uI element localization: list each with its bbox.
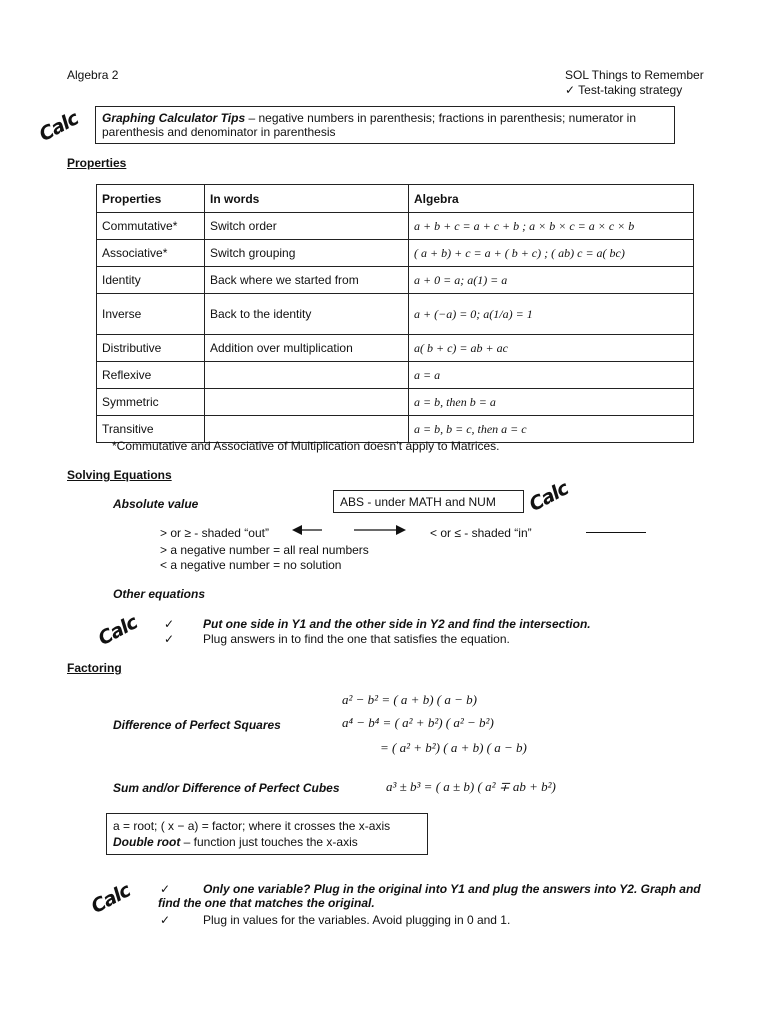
table-header-row (97, 185, 694, 213)
property-algebra: a = a (409, 362, 694, 389)
property-algebra: a = b, then b = a (409, 389, 694, 416)
segment-line (586, 532, 646, 533)
properties-table (96, 184, 694, 443)
property-algebra: a( b + c) = ab + ac (409, 335, 694, 362)
table-row (97, 362, 694, 389)
less-than-negative: < a negative number = no solution (160, 558, 342, 572)
dps-formula-3: = ( a² + b²) ( a + b) ( a − b) (380, 740, 527, 755)
calculator-tips-title: Graphing Calculator Tips (102, 111, 246, 125)
check-icon: ✓ (160, 913, 171, 927)
final-step-2: Plug in values for the variables. Avoid plugging in 0 and 1. (203, 913, 511, 927)
other-equations-title: Other equations (113, 587, 206, 601)
property-algebra: a = b, b = c, then a = c (409, 416, 694, 443)
absolute-value-title: Absolute value (113, 497, 199, 511)
property-name: Distributive (97, 335, 205, 362)
check-icon: ✓ (164, 617, 175, 631)
property-words: Addition over multiplication (205, 335, 409, 362)
property-name: Transitive (97, 416, 205, 443)
property-algebra: a + (−a) = 0; a(1/a) = 1 (409, 294, 694, 335)
property-name: Identity (97, 267, 205, 294)
arrows-icon (292, 523, 408, 537)
table-row (97, 240, 694, 267)
calc-stamp: Calc (94, 611, 141, 650)
property-algebra: ( a + b) + c = a + ( b + c) ; ( ab) c = a( bc) (409, 240, 694, 267)
perfect-cubes-title: Sum and/or Difference of Perfect Cubes (113, 781, 340, 795)
property-words: Switch grouping (205, 240, 409, 267)
property-name: Commutative* (97, 213, 205, 240)
root-info-box (106, 813, 428, 855)
calc-stamp: Calc (525, 477, 572, 516)
abs-instructions-box: ABS - under MATH and NUM (333, 490, 524, 513)
table-row (97, 389, 694, 416)
property-words (205, 389, 409, 416)
calculator-tips-text: – negative numbers in parenthesis; fractions in parenthesis; numerator in parenthesis and denominator in parenthesis (102, 111, 637, 139)
property-words: Back where we started from (205, 267, 409, 294)
double-root-title: Double root (113, 835, 181, 849)
final-step-1: Only one variable? Plug in the original into Y1 and plug the answers into Y2. Graph and find the one that matches the original. (158, 882, 701, 910)
table-row (97, 213, 694, 240)
property-name: Symmetric (97, 389, 205, 416)
property-words: Switch order (205, 213, 409, 240)
root-line: a = root; ( x − a) = factor; where it crosses the x-axis (113, 819, 391, 833)
calc-stamp: Calc (87, 879, 134, 918)
property-name: Reflexive (97, 362, 205, 389)
difference-of-squares-title: Difference of Perfect Squares (113, 718, 281, 732)
header-subtitle: ✓ Test-taking strategy (565, 83, 683, 97)
property-words: Back to the identity (205, 294, 409, 335)
dps-formula-1: a² − b² = ( a + b) ( a − b) (342, 692, 477, 707)
double-root-text: – function just touches the x-axis (180, 835, 358, 849)
property-name: Inverse (97, 294, 205, 335)
table-row (97, 335, 694, 362)
greater-than-negative: > a negative number = all real numbers (160, 543, 369, 557)
table-row (97, 294, 694, 335)
cubes-formula: a³ ± b³ = ( a ± b) ( a² ∓ ab + b²) (386, 779, 556, 794)
other-equations-step-2: Plug answers in to find the one that satisfies the equation. (203, 632, 510, 646)
shaded-out-label: > or ≥ - shaded “out” (160, 526, 269, 540)
header-left: Algebra 2 (67, 68, 119, 82)
property-words (205, 362, 409, 389)
solving-equations-heading: Solving Equations (67, 468, 172, 482)
double-root-line (113, 834, 421, 850)
shaded-in-label: < or ≤ - shaded “in” (430, 526, 532, 540)
table-footnote: *Commutative and Associative of Multiplication doesn’t apply to Matrices. (112, 439, 500, 453)
header-properties: Properties (97, 185, 205, 213)
factoring-heading: Factoring (67, 661, 122, 675)
property-algebra: a + 0 = a; a(1) = a (409, 267, 694, 294)
check-icon: ✓ (160, 882, 171, 896)
other-equations-step-1: Put one side in Y1 and the other side in Y2 and find the intersection. (203, 617, 591, 631)
header-algebra: Algebra (409, 185, 694, 213)
calculator-tips-box (95, 106, 675, 144)
check-icon: ✓ (164, 632, 175, 646)
calc-stamp: Calc (35, 107, 82, 146)
dps-formula-2: a⁴ − b⁴ = ( a² + b²) ( a² − b²) (342, 715, 494, 730)
property-algebra: a + b + c = a + c + b ; a × b × c = a × c × b (409, 213, 694, 240)
header-title: SOL Things to Remember (565, 68, 704, 82)
properties-heading: Properties (67, 156, 127, 170)
property-name: Associative* (97, 240, 205, 267)
table-row (97, 267, 694, 294)
header-in-words: In words (205, 185, 409, 213)
